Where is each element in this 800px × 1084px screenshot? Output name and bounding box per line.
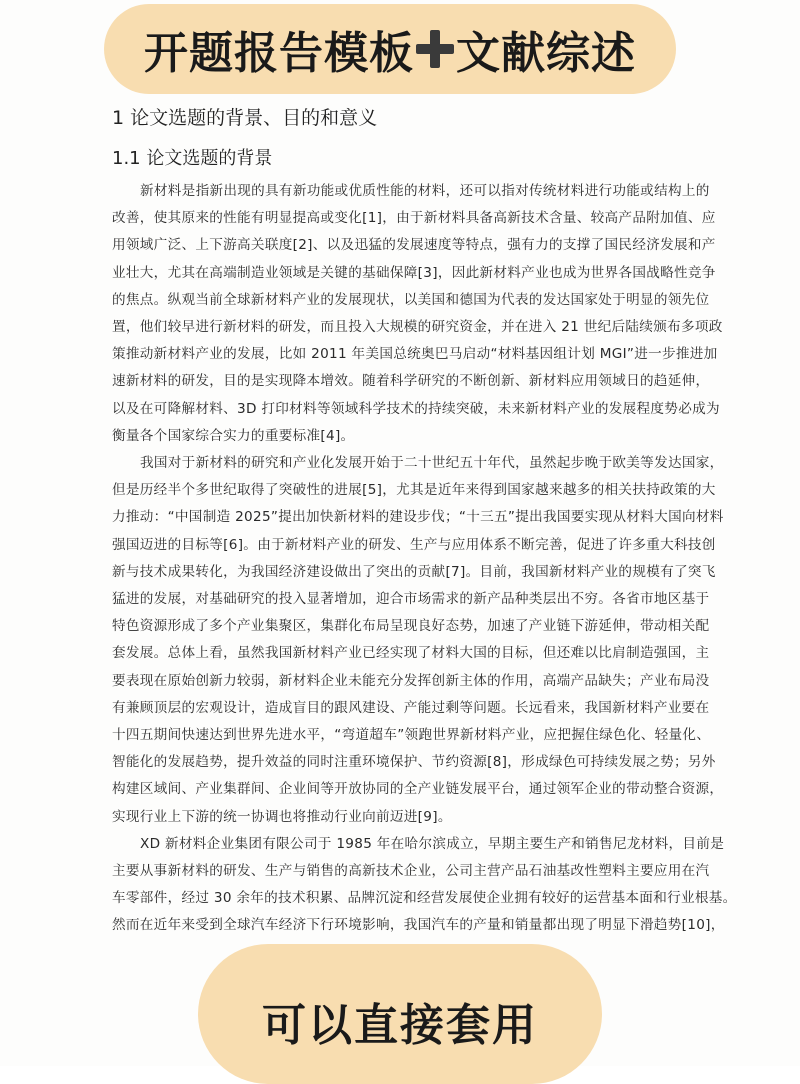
paragraph-line: 新与技术成果转化，为我国经济建设做出了突出的贡献[7]。目前，我国新材料产业的规模有了突飞	[112, 563, 716, 580]
section-heading-1-1: 1.1 论文选题的背景	[112, 148, 273, 169]
paragraph-line: 实现行业上下游的统一协调也将推动行业向前迈进[9]。	[112, 808, 452, 825]
paragraph-line: 强国迈进的目标等[6]。由于新材料产业的研发、生产与应用体系不断完善，促进了许多重大科技创	[112, 536, 716, 553]
section-heading-1: 1 论文选题的背景、目的和意义	[112, 107, 378, 129]
paragraph-line: 然而在近年来受到全球汽车经济下行环境影响，我国汽车的产量和销量都出现了明显下滑趋势[10]，	[112, 917, 725, 934]
paragraph-line: 智能化的发展趋势，提升效益的同时注重环境保护、节约资源[8]，形成绿色可持续发展之势；另外	[112, 754, 716, 771]
paragraph-line: 力推动：“中国制造 2025”提出加快新材料的建设步伐；“十三五”提出我国要实现从材料大国向材料	[112, 509, 724, 526]
paragraph-line: 的焦点。纵观当前全球新材料产业的发展现状，以美国和德国为代表的发达国家处于明显的领先位	[112, 291, 710, 308]
paragraph-line: 策推动新材料产业的发展，比如 2011 年美国总统奥巴马启动“材料基因组计划 MGI”进一步推进加	[112, 346, 718, 363]
paragraph-line: 衡量各个国家综合实力的重要标准[4]。	[112, 427, 355, 444]
banner-title	[144, 17, 636, 81]
paragraph-line: 但是历经半个多世纪取得了突破性的进展[5]，尤其是近年来得到国家越来越多的相关扶持政策的大	[112, 482, 716, 499]
top-title-banner	[104, 4, 676, 94]
paragraph-line: 用领域广泛、上下游高关联度[2]、以及迅猛的发展速度等特点，强有力的支撑了国民经济发展和产	[112, 237, 716, 254]
paragraph-line: 新材料是指新出现的具有新功能或优质性能的材料，还可以指对传统材料进行功能或结构上的	[140, 183, 710, 199]
paragraph-line: 车零部件，经过 30 余年的技术积累、品牌沉淀和经营发展使企业拥有较好的运营基本面和行业根基。	[112, 890, 737, 907]
banner-title-right: 文献综述	[456, 28, 636, 79]
paragraph-line: XD 新材料企业集团有限公司于 1985 年在哈尔滨成立，早期主要生产和销售尼龙材料，目前是	[140, 835, 725, 852]
banner-title-left: 开题报告模板	[144, 28, 414, 79]
paragraph-line: 猛进的发展，对基础研究的投入显著增加，迎合市场需求的新产品种类层出不穷。各省市地区基于	[112, 591, 710, 607]
paragraph-line: 要表现在原始创新力较弱，新材料企业未能充分发挥创新主体的作用，高端产品缺失；产业布局没	[112, 672, 710, 689]
paragraph-line: 置，他们较早进行新材料的研发，而且投入大规模的研究资金，并在进入 21 世纪后陆续颁布多项政	[112, 319, 723, 335]
paragraph-line: 特色资源形成了多个产业集聚区，集群化布局呈现良好态势，加速了产业链下游延伸，带动相关配	[112, 618, 710, 635]
paragraph-line: 我国对于新材料的研究和产业化发展开始于二十世纪五十年代，虽然起步晚于欧美等发达国家，	[140, 455, 724, 471]
bottom-banner	[198, 944, 602, 1084]
paragraph-line: 套发展。总体上看，虽然我国新材料产业已经实现了材料大国的目标，但还难以比肩制造强国，主	[112, 645, 710, 662]
paragraph-line: 改善，使其原来的性能有明显提高或变化[1]，由于新材料具备高新技术含量、较高产品附加值、应	[112, 210, 716, 227]
paragraph-line: 构建区域间、产业集群间、企业间等开放协同的全产业链发展平台，通过领军企业的带动整合资源，	[112, 781, 724, 798]
paragraph-line: 十四五期间快速达到世界先进水平，“弯道超车”领跑世界新材料产业，应把握住绿色化、轻量化、	[112, 727, 711, 743]
bottom-banner-text: 可以直接套用	[262, 1000, 538, 1051]
paragraph-line: 以及在可降解材料、3D 打印材料等领域科学技术的持续突破，未来新材料产业的发展程度势必成为	[112, 400, 720, 417]
paragraph-line: 有兼顾顶层的宏观设计，造成盲目的跟风建设、产能过剩等问题。长远看来，我国新材料产业要在	[112, 699, 710, 716]
paragraph-line: 速新材料的研发，目的是实现降本增效。随着科学研究的不断创新、新材料应用领域日的趋延伸，	[112, 373, 710, 390]
plus-icon	[416, 30, 454, 68]
paragraph-line: 业壮大，尤其在高端制造业领域是关键的基础保障[3]，因此新材料产业也成为世界各国战略性竞争	[112, 264, 716, 281]
paragraph-line: 主要从事新材料的研发、生产与销售的高新技术企业，公司主营产品石油基改性塑料主要应用在汽	[112, 863, 710, 879]
